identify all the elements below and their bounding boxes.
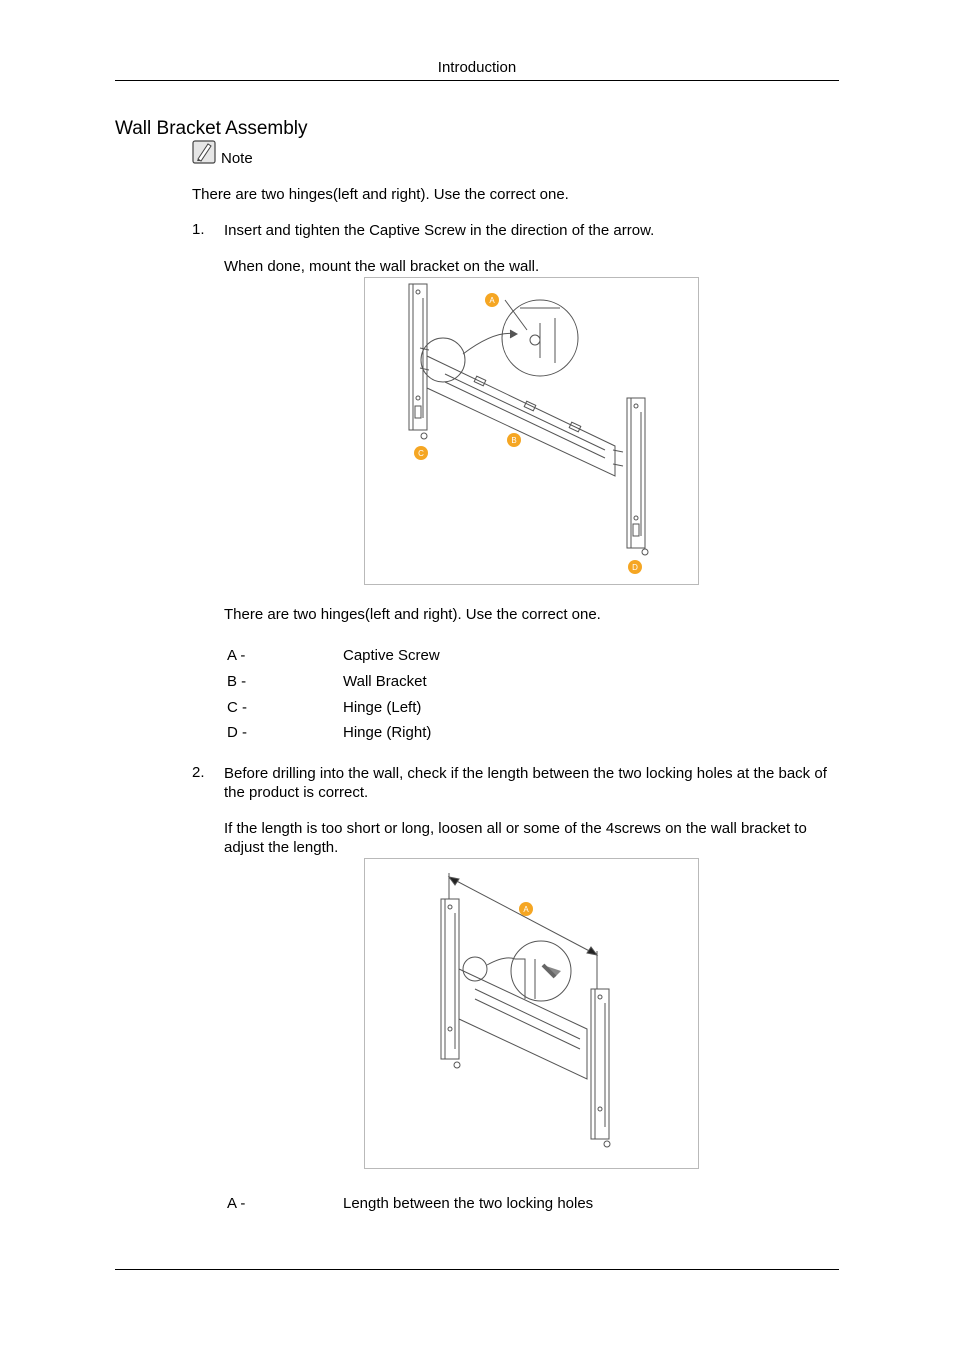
section-title: Wall Bracket Assembly [115, 118, 308, 139]
legend-letter: C - [227, 699, 247, 716]
legend-letter: A - [227, 1195, 246, 1212]
legend-description: Hinge (Left) [343, 699, 422, 716]
footer-rule [115, 1269, 839, 1270]
locking-hole-illustration [365, 859, 698, 1168]
figure-2-label-a: A [523, 905, 529, 914]
step-1-caption: There are two hinges(left and right). Use the correct one. [224, 606, 601, 623]
step-1-text: Insert and tighten the Captive Screw in the direction of the arrow. [224, 222, 655, 239]
figure-1-label-d: D [632, 563, 638, 572]
intro-text: There are two hinges(left and right). Use the correct one. [192, 186, 569, 203]
legend-letter: A - [227, 647, 246, 664]
legend-description: Captive Screw [343, 647, 440, 664]
figure-1-label-circles [414, 293, 642, 574]
step-1-number: 1. [192, 221, 205, 238]
step-2-number: 2. [192, 764, 205, 781]
figure-1-label-b: B [511, 436, 517, 445]
legend-description: Length between the two locking holes [343, 1195, 594, 1212]
note-icon [192, 140, 216, 164]
legend-description: Hinge (Right) [343, 724, 432, 741]
legend-letter: B - [227, 673, 247, 690]
legend-description: Wall Bracket [343, 673, 427, 690]
figure-1-label-c: C [418, 449, 424, 458]
figure-locking-hole-length [364, 858, 699, 1169]
step-2-subtext: If the length is too short or long, loosen all or some of the 4screws on the wall bracket to adjust the length. [224, 820, 807, 856]
header-rule [115, 80, 839, 81]
figure-1-label-a: A [489, 296, 495, 305]
figure-wall-bracket-mount [364, 277, 699, 585]
bracket-mount-illustration [365, 278, 698, 584]
step-2-text: Before drilling into the wall, check if the length between the two locking holes at the back of the product is correct. [224, 765, 827, 801]
note-label: Note [221, 150, 253, 167]
legend-letter: D - [227, 724, 247, 741]
page-header-section: Introduction [437, 59, 517, 76]
step-1-subtext: When done, mount the wall bracket on the wall. [224, 258, 540, 275]
